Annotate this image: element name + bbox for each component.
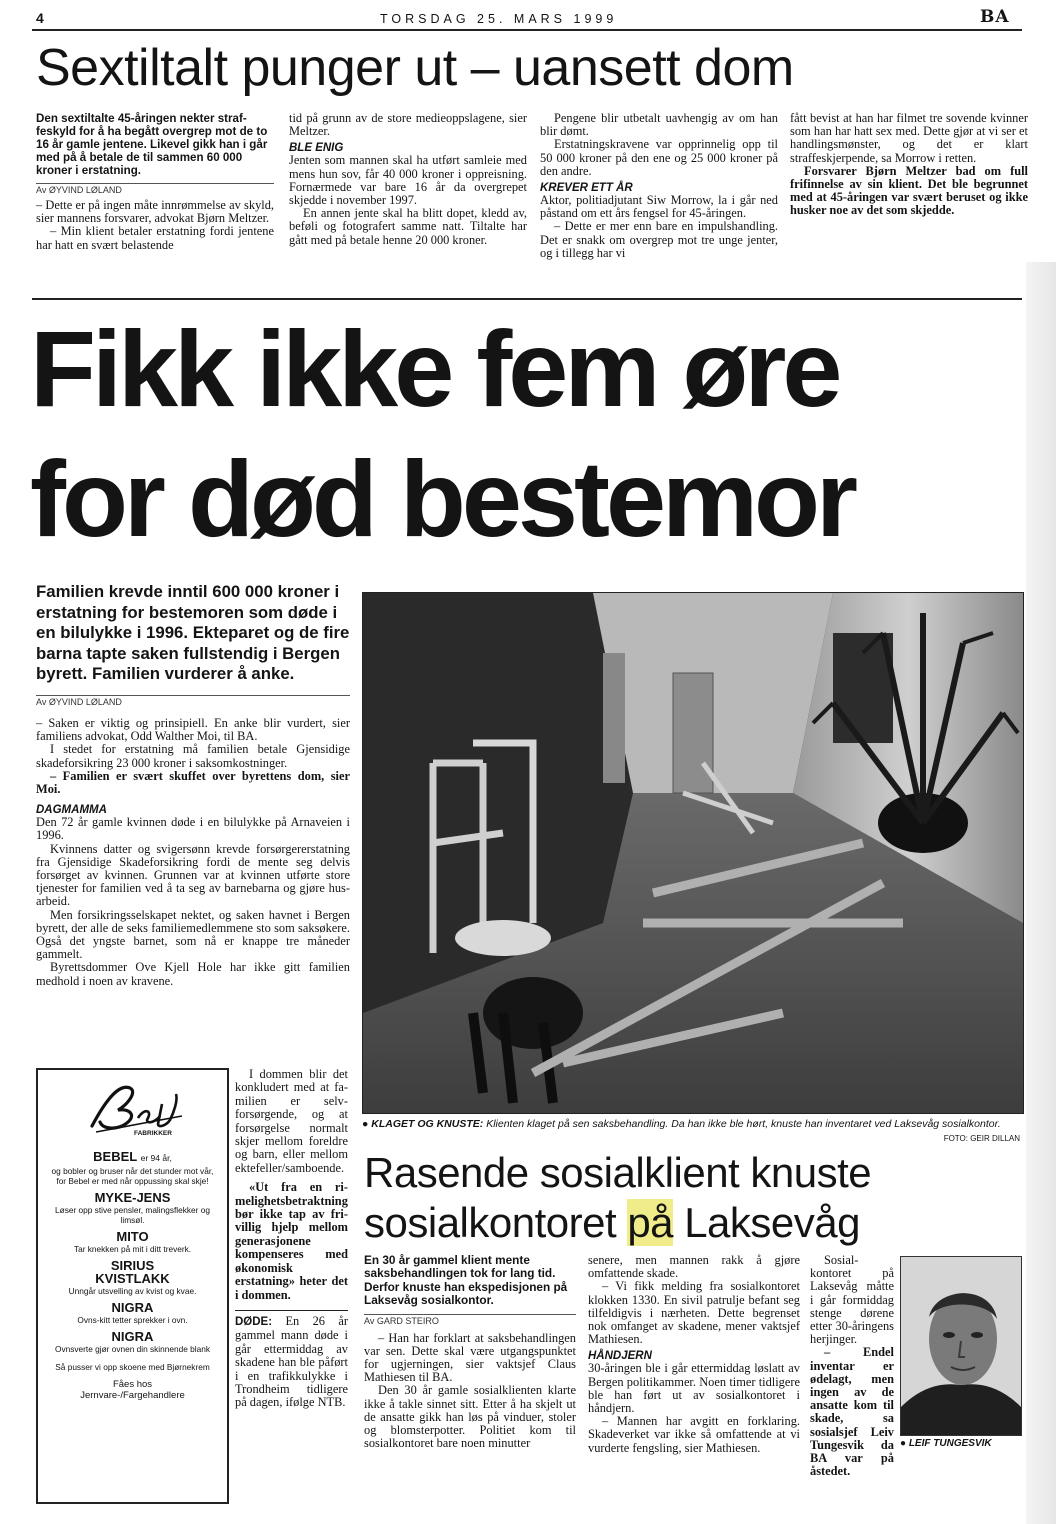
article3-headline-line1: Rasende sosialklient knuste xyxy=(364,1149,872,1196)
vandalized-office-photo xyxy=(362,592,1024,1114)
bebel-logo xyxy=(46,1076,219,1146)
ad-fas-hos: Fåes hos xyxy=(112,1379,153,1390)
death-notice xyxy=(235,1310,348,1410)
ad-item-mykejens-text: Løser opp stive pensler, malingsflekker og limsøl. xyxy=(55,1205,210,1225)
article2-p3: – Familien er svært skuffet over byrettens dom, sier Moi. xyxy=(36,768,350,796)
header-rule xyxy=(32,29,1022,31)
article2-byline: Av ØYVIND LØLAND xyxy=(36,695,350,707)
ad-dealers: Jernvare-/Fargehandlere xyxy=(80,1390,185,1401)
article3-headline-highlight: på xyxy=(627,1199,674,1246)
article3-c2-p2: – Vi fikk melding fra sosialkontoret klokken 1330. En sivil patrulje befant seg tilfeldigvis i nærheten. Dette begrenset nok omfanget av skadene, mener vaktsjef Mathiesen. xyxy=(588,1279,800,1347)
article2-headline-line2: for død bestemor xyxy=(30,438,855,559)
article1-col3-p1: Pengene blir utbetalt uavhengig av om han blir dømt. xyxy=(540,111,778,139)
article1-col4 xyxy=(790,112,1028,218)
article3-headline-part-a: sosialkontoret xyxy=(364,1199,617,1246)
photo-caption-bullet-icon: ● xyxy=(362,1118,369,1130)
photo-credit: FOTO: GEIR DILLAN xyxy=(943,1134,1020,1143)
article2-p4: Den 72 år gamle kvinnen døde i en bilulykke på Arnaveien i 1996. xyxy=(36,815,350,843)
ad-item-bebel-name: BEBEL xyxy=(93,1149,137,1164)
article1-subhead-krever: KREVER ETT ÅR xyxy=(540,182,633,195)
portrait-photo xyxy=(900,1256,1022,1436)
article1-col1 xyxy=(36,112,274,252)
article2-lead: Familien krevde inntil 600 000 kroner i erstatning for bestemoren som døde i en bilulykke i 1996. Ekteparet og de fire barna tapte saken fullstendig i Bergen byrett. Familien vurderer å anke. xyxy=(36,582,350,684)
article3-subhead-handjern: HÅNDJERN xyxy=(588,1350,652,1363)
article3-col1 xyxy=(364,1254,576,1450)
article1-divider xyxy=(32,298,1022,300)
article3-lead: En 30 år gammel klient mente saksbehandlingen tok for lang tid. Derfor knuste han ekspedisjonen på Laksevåg sosialkontor. xyxy=(364,1253,568,1308)
photo-caption-label: KLAGET OG KNUSTE: xyxy=(371,1118,484,1130)
photo-caption-text: Klienten klaget på sen saksbehandling. Da han ikke ble hørt, knuste han inventaret ved Laksevåg sosialkontor. xyxy=(486,1118,1001,1130)
article2-p2: I stedet for erstatning må familien betale Gjensidige skadeforsikring 23 000 kroner i saksomkostninger. xyxy=(36,742,350,770)
article1-col2-p2: Jenten som mannen skal ha utført samleie med mens hun sov, får 40 000 kroner i oppreisning. Fornærmede var bare 16 år da overgrepet skjedde i november 1997. xyxy=(289,153,527,208)
article1-byline: Av ØYVIND LØLAND xyxy=(36,183,274,195)
article1-col3 xyxy=(540,112,778,260)
article3-c2-p1: senere, men mannen rakk å gjøre omfattende skade. xyxy=(588,1253,800,1281)
ad-item-mito-name: MITO xyxy=(116,1229,149,1244)
article2-p5: Kvinnens datter og svigersønn krevde forsørgererstatning fra Gjensidige Skadeforsikring fordi de mente seg delvis forsørget av kvinnen. Grunnen var at kvinnen utførte store tjenester for familien ved å ta seg av barnebarna og gjøre husarbeid. xyxy=(36,841,350,909)
article2-narrow-p1: I dommen blir det konkludert med at familien er selvforsørgende, og at forsørgelse normalt skjer mellom foreldre og barn, eller mellom ektefeller/samboende. xyxy=(235,1067,348,1175)
article1-col3-p3: Aktor, politiadjutant Siw Morrow, la i går ned påstand om ett års fengsel for 45-åringen. xyxy=(540,193,778,221)
page-edge-shadow xyxy=(1026,262,1056,1524)
ad-item-nigra2-name: NIGRA xyxy=(111,1329,154,1344)
page-date: TORSDAG 25. MARS 1999 xyxy=(380,12,618,26)
article3-c3-p1: Sosialkontoret på Laksevåg måtte i går formiddag stenge dørene etter 30-åringens herjinger. xyxy=(810,1253,894,1347)
article3-headline-part-b: Laksevåg xyxy=(684,1199,860,1246)
ad-item-bebel-suffix: er 94 år, xyxy=(140,1153,172,1163)
bebel-ad xyxy=(36,1068,229,1504)
article1-col2-p3: En annen jente skal ha blitt dopet, kledd av, beføli og fotografert samme natt. Tiltalte har gått med på betale henne 20 000 kroner. xyxy=(289,206,527,247)
article1-col1-p2: – Min klient betaler erstatning fordi jentene har hatt en svært belastende xyxy=(36,224,274,252)
death-notice-label: DØDE: xyxy=(235,1315,273,1328)
article3-c2-p4: – Mannen har avgitt en forklaring. Skadeverket var ikke så omfattende at vi vurderte fengsling, sier Mathiesen. xyxy=(588,1414,800,1455)
article3-headline-line2 xyxy=(364,1198,1024,1248)
article1-col3-p4: – Dette er mer enn bare en impulshandling. Det er snakk om overgrep mot tre unge jenter, og i tillegg har vi xyxy=(540,219,778,260)
ad-item-nigra1-text: Ovns-kitt tetter sprekker i ovn. xyxy=(77,1315,188,1325)
ad-item-mykejens-name: MYKE-JENS xyxy=(94,1190,171,1205)
article1-headline: Sextiltalt punger ut – uansett dom xyxy=(36,39,794,97)
portrait-caption-bullet-icon: ● xyxy=(900,1438,907,1449)
article1-col4-p2: Forsvarer Bjørn Meltzer bad om full frifinnelse av sin klient. Det ble begrunnet med at 45-åringen var svært beruset og ikke husker noe av det som skjedde. xyxy=(790,163,1028,218)
ad-item-mito-text: Tar knekken på mit i ditt treverk. xyxy=(73,1244,192,1254)
bebel-logo-subtext: FABRIKKER xyxy=(134,1130,172,1137)
ad-item-sirius-name: SIRIUS KVISTLAKK xyxy=(95,1258,170,1286)
article2-narrow-column xyxy=(235,1068,348,1410)
photo-caption xyxy=(362,1118,1022,1130)
newspaper-logo: BA xyxy=(980,7,1010,27)
ad-item-nigra1-name: NIGRA xyxy=(111,1300,154,1315)
article2-main-column xyxy=(36,582,350,988)
page-number: 4 xyxy=(36,10,44,26)
article2-p6: Men forsikringsselskapet nektet, og saken havnet i Bergen byrett, der alle de seks familiemedlemmene sto som saksøkere. Også det yngste barnet, som nå er knappe tre måneder gammelt. xyxy=(36,907,350,962)
ad-item-nigra2-text: Ovnsverte gjør ovnen din skinnende blank xyxy=(55,1344,210,1354)
article3-c2-p3: 30-åringen ble i går ettermiddag løslatt av Bergen politikammer. Noen timer tidligere ble han ført ut av sosialkontoret i håndjern. xyxy=(588,1361,800,1416)
article1-col3-p2: Erstatningskravene var opprinnelig opp til 50 000 kroner på den ene og 25 000 kroner på den andre. xyxy=(540,137,778,178)
portrait-caption-name: LEIF TUNGESVIK xyxy=(908,1438,992,1449)
article1-col1-p1: – Dette er på ingen måte innrømmelse av skyld, sier mannens forsvarer, advokat Bjørn Meltzer. xyxy=(36,198,274,226)
article2-headline-line1: Fikk ikke fem øre xyxy=(30,308,839,429)
death-notice-text: En 26 år gammel mann døde i går ettermiddag av skadene han ble påført i en trafikkulykke i Trondheim tidligere på dagen, ifølge NTB. xyxy=(235,1313,348,1410)
article2-p7: Byrettsdommer Ove Kjell Hole har ikke gitt familien medhold i noen av kravene. xyxy=(36,960,350,988)
ad-item-sirius-text: Unngår utsvelling av kvist og kvae. xyxy=(68,1286,197,1296)
office-photo-image xyxy=(363,593,1023,1113)
article3-c1-p2: Den 30 år gamle sosialklienten klarte ikke å takle sinnet sitt. Etter å ha skjelt ut de ansatte gikk han løs på vinduer, stoler og blomsterpotter. Politiet kom til sosialkontoret bare noen minutter xyxy=(364,1383,576,1451)
article3-col3 xyxy=(810,1254,894,1478)
article1-subhead-ble-enig: BLE ENIG xyxy=(289,142,344,155)
article2-subhead-dagmamma: DAGMAMMA xyxy=(36,804,107,817)
portrait-image xyxy=(901,1257,1021,1435)
article2-p1: – Saken er viktig og prinsipiell. En anke blir vurdert, sier familiens advokat, Odd Walther Moi, til BA. xyxy=(36,715,350,744)
article2-narrow-p2: «Ut fra en rimelighetsbetraktning bør ikke tap av frivillig hjelp mellom generasjonene kompenseres med økonomisk erstatning» heter det i dommen. xyxy=(235,1180,348,1302)
article3-c1-p1: – Han har forklart at saksbehandlingen var sen. Dette skal være utgangspunktet for ugjerningen, sier vaktsjef Claus Mathiesen til BA. xyxy=(364,1330,576,1385)
article3-byline: Av GARD STEIRO xyxy=(364,1314,576,1326)
ad-item-bebel-text: og bobler og bruser når det stunder mot vår, for Bebel er med når oppussing skal skje! xyxy=(51,1166,214,1186)
article1-col2 xyxy=(289,112,527,247)
ad-closing: Så pusser vi opp skoene med Bjørnekrem xyxy=(55,1362,210,1372)
article3-c3-p2: – Endel inventar er ødelagt, men ingen av de ansatte kom til skade, sa sosialsjef Leiv Tungesvik da BA var på åstedet. xyxy=(810,1345,894,1479)
article1-lead: Den sextiltalte 45-åringen nekter straffeskyld for å ha begått overgrep mot de to 16 år gamle jentene. Likevel gikk han i går med på å betale de til sammen 60 000 kroner i erstatning. xyxy=(36,112,268,177)
article1-col4-p1: fått bevist at han har filmet tre sovende kvinner som han har hatt sex med. Dette gjør at vi ser et handlingsmønster, og det er klart straffeskjerpende, sa Morrow i retten. xyxy=(790,111,1028,165)
article1-col2-p1: tid på grunn av de store medieoppslagene, sier Meltzer. xyxy=(289,111,527,139)
article3-col2 xyxy=(588,1254,800,1455)
portrait-caption xyxy=(900,1438,1024,1449)
